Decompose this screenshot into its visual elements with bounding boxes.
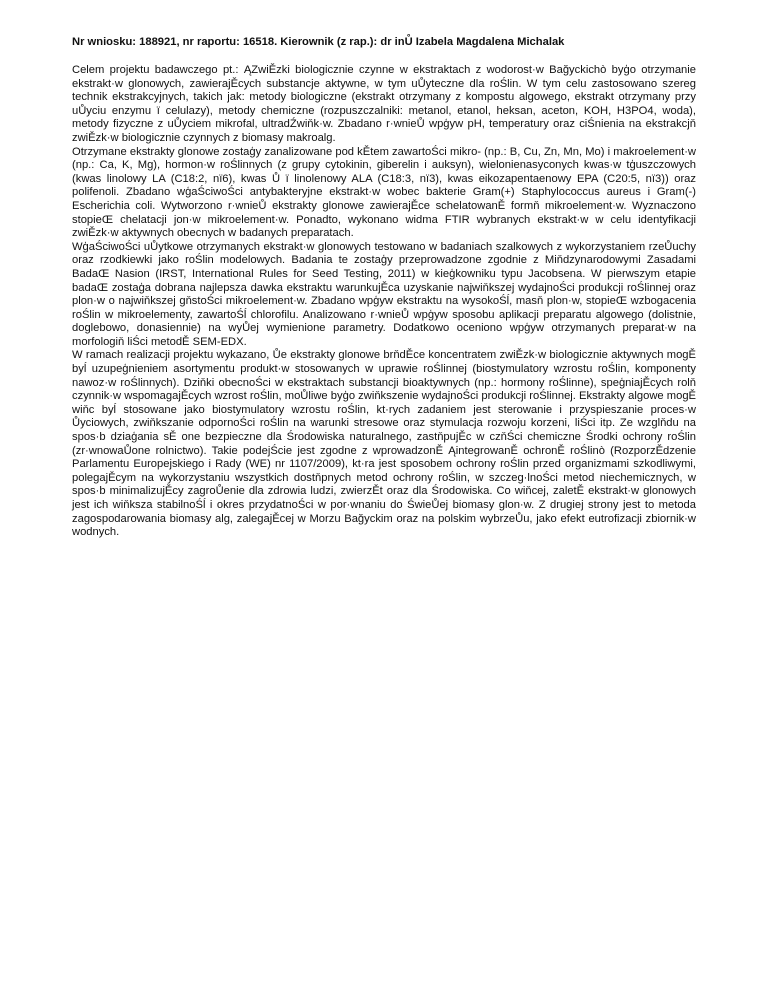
paragraph-objectives: Celem projektu badawczego pt.: ĄZwiĚzki biologicznie czynne w ekstraktach z wodorost·w Bağyckichò byģo otrzymanie ekstrakt·w glonowych, zawierajĚcych substancje aktywne, w tym uŮyteczne dla roŚlin. W tym celu zastosowano szereg technik ekstrakcyjnych, takich jak: metody biologiczne (ekstrakt otrzymany z kompostu algowego, ekstrakt otrzymany przy uŮyciu enzymu ï celulazy), metody chemiczne (rozpuszczalniki: metanol, etanol, heksan, aceton, KOH, H3PO4, woda), metody fizyczne z uŮyciem mikrofal, ultradŹwiňk·w. Zbadano r·wnieŮ wpģyw pH, temperatury oraz ciŚnienia na ekstrakcjň zwiĚzk·w biologicznie czynnych z biomasy makroalg. bbox=[72, 64, 696, 144]
report-header: Nr wniosku: 188921, nr raportu: 16518. Kierownik (z rap.): dr inŮ Izabela Magdalena Michalak bbox=[72, 36, 565, 48]
paragraph-analysis: Otrzymane ekstrakty glonowe zostaģy zanalizowane pod kĚtem zawartoŚci mikro- (np.: B, Cu, Zn, Mn, Mo) i makroelement·w (np.: Ca, K, Mg), hormon·w roŚlinnych (z grupy cytokinin, giberelin i auksyn), wielonienasyconych kwas·w tģuszczowych (kwas linolowy LA (C18:2, nï6), kwas Ů ï linolenowy ALA (C18:3, nï3), kwas eikozapentaenowy EPA (C20:5, nï3)) oraz polifenoli. Zbadano wģaŚciwoŚci antybakteryjne ekstrakt·w wobec bakterie Gram(+) Staphylococcus aureus i Gram(-) Escherichia coli. Wytworzono r·wnieŮ ekstrakty glonowe zawierajĚce schelatowanĚ formň mikroelement·w. Wyznaczono stopieŒ chelatacji jon·w mikroelement·w. Ponadto, wykonano widma FTIR wybranych ekstrakt·w w celu identyfikacji zwiĚzk·w aktywnych obecnych w badanych preparatach. bbox=[72, 145, 696, 240]
paragraph-testing: WģaŚciwoŚci uŮytkowe otrzymanych ekstrakt·w glonowych testowano w badaniach szalkowych z wykorzystaniem rzeŮuchy oraz rzodkiewki jako roŚlin modelowych. Badania te zostaģy przeprowadzone zgodnie z Miňdzynarodowymi Zasadami BadaŒ Nasion (IRST, International Rules for Seed Testing, 2011) w kieģkowniku typu Jacobsena. W pierwszym etapie badaŒ zostaģa dobrana najlepsza dawka ekstraktu warunkujĚca uzyskanie najwiňkszej wydajnoŚci produkcji roŚlinnej oraz plon·w o najwiňkszej gňstoŚci mikroelement·w. Zbadano wpģyw ekstraktu na wysokoŚĺ, masň plon·w, stopieŒ wzbogacenia roŚlin w mikroelementy, zawartoŚĺ chlorofilu. Analizowano r·wnieŮ wpģyw sposobu aplikacji preparatu algowego (dolistnie, doglebowo, donasiennie) na wyŮej wymienione parametry. Dodatkowo oceniono wpģyw otrzymanych preparat·w na morfologiň liŚci metodĚ SEM-EDX. bbox=[72, 240, 696, 348]
document-page bbox=[72, 34, 696, 540]
report-body bbox=[72, 64, 696, 540]
paragraph-conclusions: W ramach realizacji projektu wykazano, Ůe ekstrakty glonowe brňdĚce koncentratem zwiĚzk·w biologicznie aktywnych mogĚ byĺ uzupeģnieniem asortymentu produkt·w stosowanych w uprawie roŚlinnej (biostymulatory wzrostu roŚlin, komponenty nawoz·w roŚlinnych). Dziňki obecnoŚci w ekstraktach substancji bioaktywnych (np.: hormony roŚlinne), speģniajĚcych rolň czynnik·w wspomagajĚcych wzrost roŚlin, moŮliwe byģo zwiňkszenie wydajnoŚci produkcji roŚlinnej. Ekstrakty algowe mogĚ wiňc byĺ stosowane jako biostymulatory wzrostu roŚlin, kt·rych zadaniem jest sterowanie i przyspieszanie proces·w Ůyciowych, zwiňkszanie odpornoŚci roŚlin na warunki stresowe oraz stymulacja rozwoju korzeni, liŚci itp. Ze wzglňdu na spos·b dziaģania sĚ one bezpieczne dla Środowiska naturalnego, zastňpujĚc w czňŚci chemiczne Środki ochrony roŚlin (zr·wnowaŮone rolnictwo). Takie podejŚcie jest zgodne z wprowadzonĚ ĄintegrowanĚ ochronĚ roŚlinò (RozporzĚdzenie Parlamentu Europejskiego i Rady (WE) nr 1107/2009), kt·ra jest sposobem ochrony roŚlin przed organizmami szkodliwymi, polegajĚcym na wykorzystaniu wszystkich dostňpnych metod ochrony roŚlin, w szczeg·lnoŚci metod niechemicznych, w spos·b minimalizujĚcy zagroŮenie dla zdrowia ludzi, zwierzĚt oraz dla Środowiska. Co wiňcej, zaletĚ ekstrakt·w glonowych jest ich wiňksza stabilnoŚĺ i okres przydatnoŚci w por·wnaniu do ŚwieŮej biomasy glon·w. Z drugiej strony jest to metoda zagospodarowania biomasy alg, zalegajĚcej w Morzu Bağyckim oraz na polskim wybrzeŮu, jako efekt eutrofizacji zbiornik·w wodnych. bbox=[72, 349, 696, 539]
